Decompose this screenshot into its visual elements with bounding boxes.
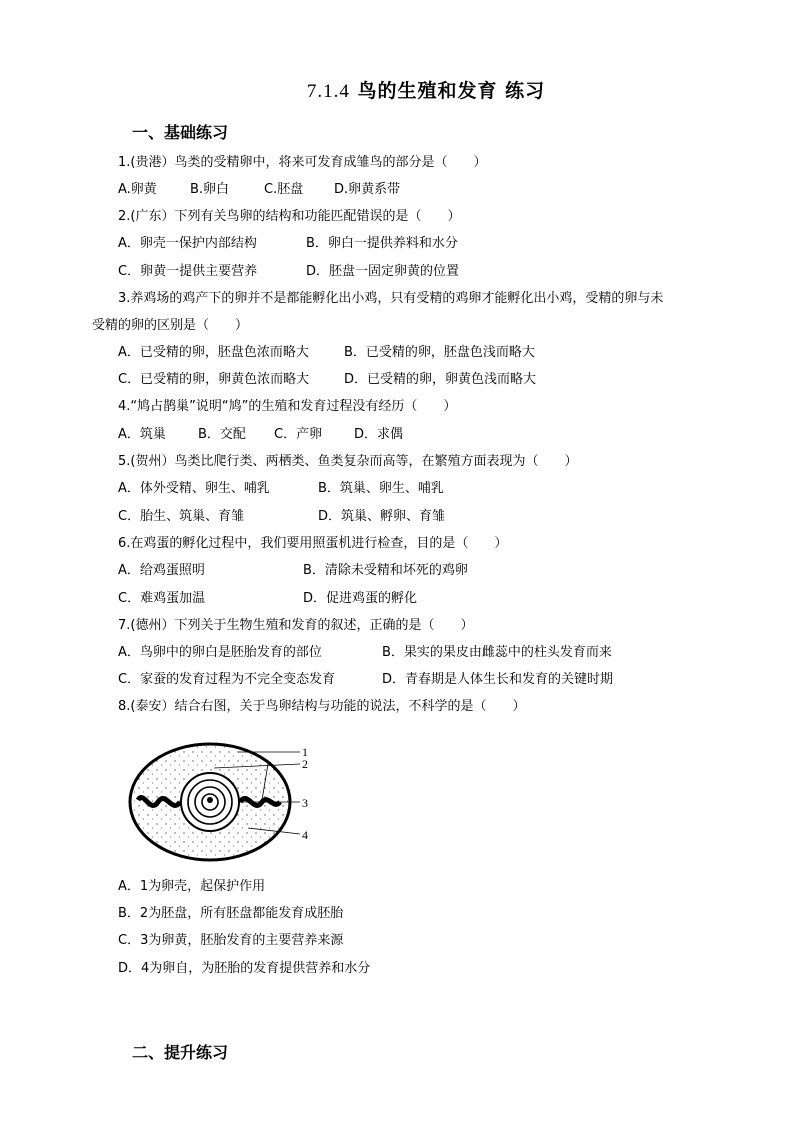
q8-option-d: D．4为卵自，为胚胎的发育提供营养和水分 [118, 961, 371, 976]
q8-stem: 8.(泰安）结合右图，关于鸟卵结构与功能的说法，不科学的是（ ） [118, 699, 526, 714]
q2-option-b: B．卵白一提供养料和水分 [306, 236, 458, 251]
section-basic-heading: 一、基础练习 [132, 123, 229, 142]
q8-option-c: C．3为卵黄，胚胎发育的主要营养来源 [118, 933, 344, 948]
bird-egg-diagram [128, 740, 328, 866]
q3-option-c: C．已受精的卵，卵黄色浓而略大 [118, 372, 310, 387]
q4-option-d: D．求偶 [354, 427, 404, 442]
q2-option-a: A．卵壳一保护内部结构 [118, 236, 257, 251]
q3-option-b: B．已受精的卵，胚盘色浅而略大 [344, 345, 535, 360]
q3-stem-line1: 3.养鸡场的鸡产下的卵并不是都能孵化出小鸡，只有受精的鸡卵才能孵化出小鸡，受精的卵与未 [118, 291, 664, 306]
q2-option-c: C．卵黄一提供主要营养 [118, 264, 258, 279]
q1-option-d: D.卵黄系带 [334, 182, 401, 197]
label-4: 4 [302, 828, 308, 842]
q1-option-b: B.卵白 [190, 182, 230, 197]
q5-option-c: C．胎生、筑巢、育雏 [118, 509, 245, 524]
title-text: 鸟的生殖和发育 练习 [357, 80, 546, 102]
q6-option-d: D．促进鸡蛋的孵化 [303, 591, 418, 606]
label-1: 1 [302, 745, 308, 759]
q7-stem: 7.(德州）下列关于生物生殖和发育的叙述，正确的是（ ） [118, 618, 474, 633]
q5-option-a: A．体外受精、卵生、哺乳 [118, 481, 270, 496]
q7-option-c: C．家蚕的发育过程为不完全变态发育 [118, 672, 336, 687]
title-number: 7.1.4 [306, 81, 350, 102]
q5-option-d: D．筑巢、孵卵、育雏 [318, 509, 446, 524]
q7-option-a: A．鸟卵中的卵白是胚胎发育的部位 [118, 645, 322, 660]
section-advanced-heading: 二、提升练习 [132, 1043, 229, 1062]
label-2: 2 [302, 757, 308, 771]
q1-option-a: A.卵黄 [118, 182, 157, 197]
q3-stem-line2: 受精的卵的区别是（ ） [92, 318, 249, 333]
q7-option-d: D．青春期是人体生长和发育的关键时期 [382, 672, 614, 687]
q8-option-a: A．1为卵壳，起保护作用 [118, 879, 266, 894]
q4-option-c: C．产卵 [274, 427, 323, 442]
q1-stem: 1.(贵港）鸟类的受精卵中，将来可发育成雏鸟的部分是（ ） [118, 155, 487, 170]
q8-option-b: B．2为胚盘，所有胚盘都能发育成胚胎 [118, 906, 344, 921]
q6-stem: 6.在鸡蛋的孵化过程中，我们要用照蛋机进行检查，目的是（ ） [118, 536, 508, 551]
q2-stem: 2.(广东）下列有关鸟卵的结构和功能匹配错误的是（ ） [118, 209, 461, 224]
label-3: 3 [302, 796, 308, 810]
q6-option-a: A．给鸡蛋照明 [118, 563, 205, 578]
q5-stem: 5.(贺州）鸟类比爬行类、两栖类、鱼类复杂而高等，在繁殖方面表现为（ ） [118, 454, 578, 469]
q3-option-a: A．已受精的卵，胚盘色浓而略大 [118, 345, 309, 360]
q4-option-a: A．筑巢 [118, 427, 166, 442]
page-title [0, 76, 794, 103]
q6-option-c: C．难鸡蛋加温 [118, 591, 206, 606]
q4-option-b: B．交配 [198, 427, 246, 442]
q5-option-b: B．筑巢、卵生、哺乳 [318, 481, 444, 496]
q1-option-c: C.胚盘 [264, 182, 304, 197]
q2-option-d: D．胚盘一固定卵黄的位置 [306, 264, 460, 279]
egg-yolk [181, 773, 239, 831]
q6-option-b: B．清除未受精和坏死的鸡卵 [303, 563, 468, 578]
q4-stem: 4.“鸠占鹊巢”说明“鸠”的生殖和发育过程没有经历（ ） [118, 399, 457, 414]
q3-option-d: D．已受精的卵，卵黄色浅而略大 [344, 372, 537, 387]
q7-option-b: B．果实的果皮由雌蕊中的柱头发育而来 [382, 645, 612, 660]
